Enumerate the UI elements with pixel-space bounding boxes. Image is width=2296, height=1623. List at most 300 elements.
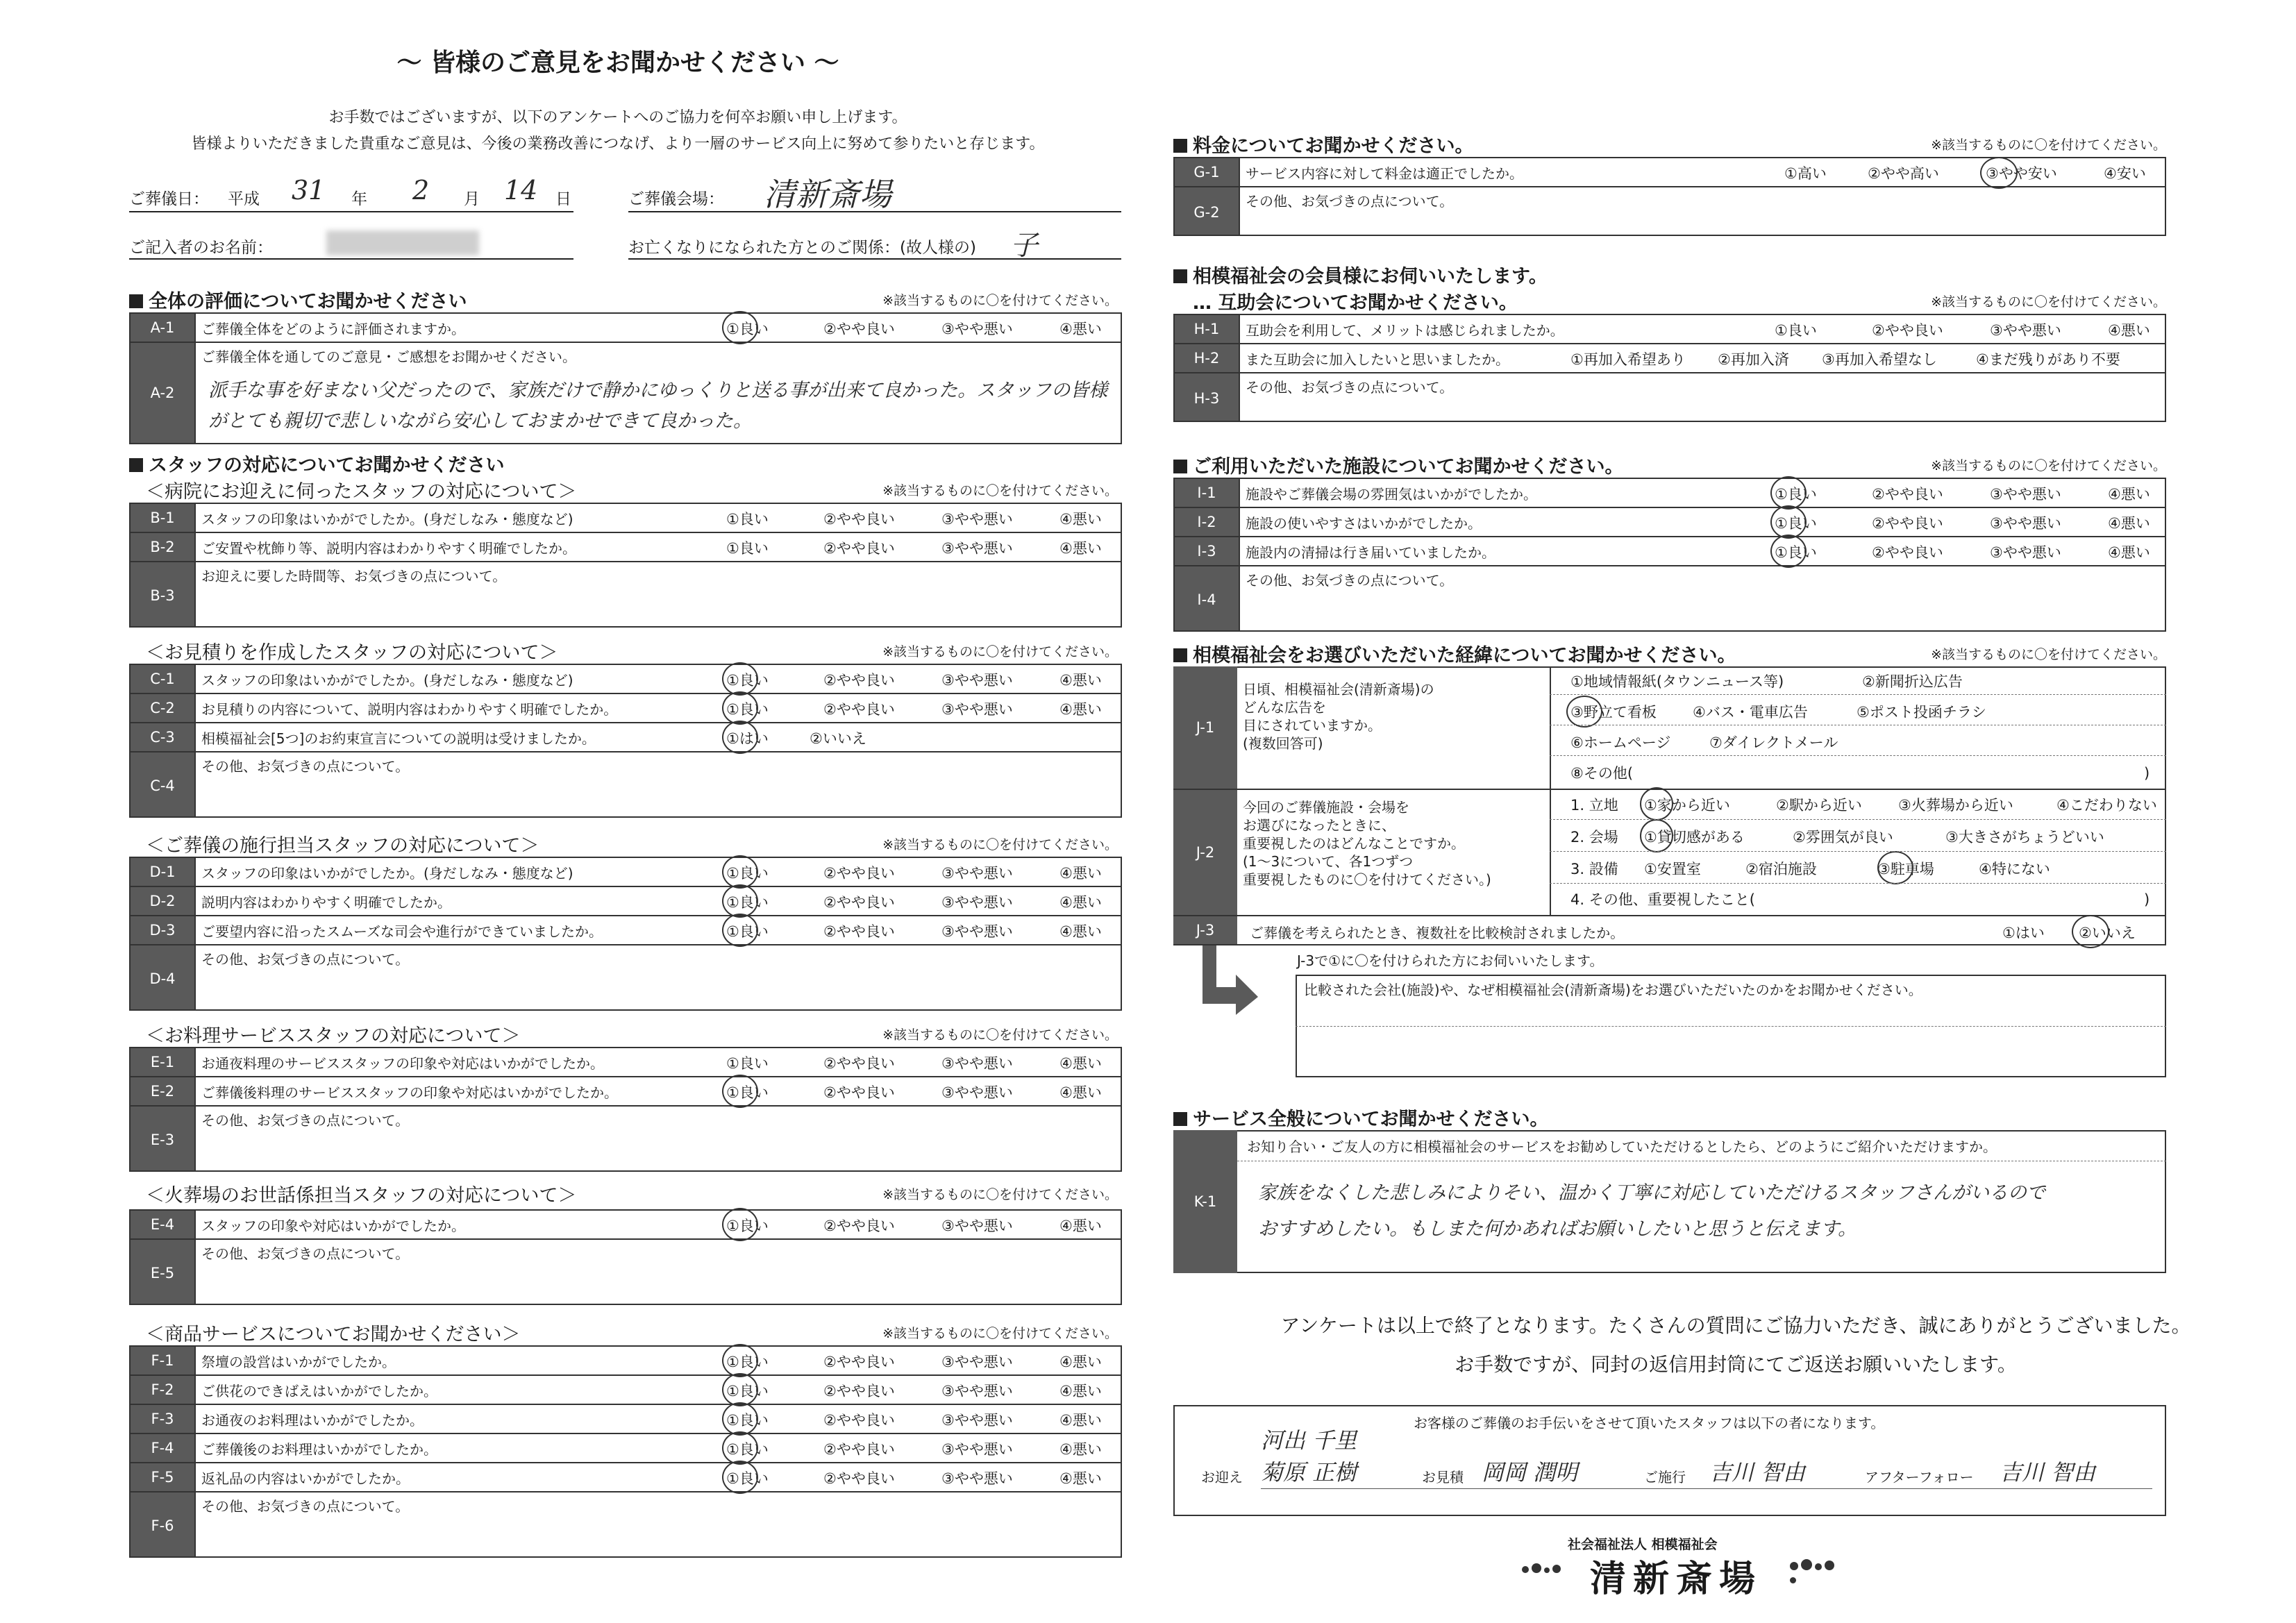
opt-d3-2[interactable]: ②やや良い [823, 923, 895, 940]
opt-f3-4[interactable]: ④悪い [1059, 1412, 1102, 1429]
opt-h2-4[interactable]: ④まだ残りがあり不要 [1976, 351, 2120, 368]
intro-line-2: 皆様よりいただきました貴重なご意見は、今後の業務改善につなげ、より一層のサービス向上に努めて参りたいと存じます。 [191, 135, 1045, 153]
opt-j1-4[interactable]: ④バス・電車広告 [1693, 704, 1808, 721]
j3-box-prompt: 比較された会社(施設)や、なぜ相模福祉会(清新斎場)をお選びいただいたのかをお聞かせください。 [1304, 982, 1922, 998]
options-f-4 [726, 1438, 1102, 1459]
opt-i2-1[interactable]: ①良い [1775, 515, 1817, 532]
options-e-1 [726, 1052, 1102, 1073]
opt-g1-3[interactable]: ③やや安い [1986, 165, 2057, 182]
opt-j2-row2-label: 2. 会場 [1570, 829, 1618, 846]
question-j-1-line-2: どんな広告を [1243, 699, 1326, 716]
opt-h1-4[interactable]: ④悪い [2108, 322, 2150, 339]
answer-a-2-line-1[interactable]: 派手な事を好まない父だったので、家族だけで静かにゆっくりと送る事が出来て良かった。スタッフの皆様 [208, 380, 1108, 401]
section-c-note: ※該当するものに〇を付けてください。 [882, 644, 1118, 659]
section-h-title: 相模福祉会の会員様にお伺いいたします。 [1173, 261, 1548, 288]
opt-j2-4[interactable]: 4. その他、重要視したこと( [1570, 891, 1755, 908]
mark-circle-f3 [722, 1402, 758, 1436]
opt-e2-3[interactable]: ③やや悪い [941, 1084, 1013, 1101]
opt-d3-4[interactable]: ④悪い [1059, 923, 1102, 940]
question-j-1 [1243, 680, 1434, 752]
opt-e4-3[interactable]: ③やや悪い [941, 1218, 1013, 1234]
code-e-1: E-1 [130, 1048, 195, 1077]
opt-h2-1[interactable]: ①再加入希望あり [1570, 351, 1686, 368]
opt-j2-1-2[interactable]: ②駅から近い [1776, 797, 1862, 814]
opt-d1-1[interactable]: ①良い [726, 865, 769, 882]
opt-h1-1[interactable]: ①良い [1775, 322, 1817, 339]
section-a-title: 全体の評価についてお聞かせください [129, 286, 467, 313]
opt-i1-3[interactable]: ③やや悪い [1990, 486, 2061, 503]
opt-j2-1-3[interactable]: ③火葬場から近い [1898, 797, 2013, 814]
mark-circle-j2-3 [1877, 851, 1913, 884]
answer-k-1-line-2[interactable]: おすすめしたい。もしまた何かあればお願いしたいと思うと伝えます。 [1258, 1218, 1857, 1240]
section-a-note: ※該当するものに〇を付けてください。 [882, 293, 1118, 308]
code-j-3: J-3 [1173, 916, 1237, 944]
opt-e1-1[interactable]: ①良い [726, 1055, 769, 1072]
options-h-2 [1570, 348, 2120, 369]
question-f-4: ご葬儀後のお料理はいかがでしたか。 [195, 1433, 1121, 1463]
mark-circle-d1 [722, 855, 758, 889]
options-c-2 [726, 698, 1102, 719]
staff-estimate-label: お見積 [1422, 1469, 1464, 1486]
opt-f5-3[interactable]: ③やや悪い [941, 1470, 1013, 1487]
section-f-subtitle: ＜商品サービスについてお聞かせください＞ [146, 1324, 521, 1345]
code-h-3: H-3 [1174, 373, 1239, 421]
mark-circle-j2-1 [1640, 787, 1673, 821]
question-f-2: ご供花のできばえはいかがでしたか。 [195, 1375, 1121, 1404]
j-row-line-j1-j2 [1173, 789, 2166, 790]
opt-j2-3-1[interactable]: ①安置室 [1644, 861, 1701, 877]
opt-j2-row1-label: 1. 立地 [1570, 797, 1618, 814]
opt-f1-4[interactable]: ④悪い [1059, 1354, 1102, 1370]
question-e-1: お通夜料理のサービススタッフの印象や対応はいかがでしたか。 [195, 1048, 1121, 1077]
options-f-5 [726, 1468, 1102, 1488]
mark-circle-d3 [722, 914, 758, 947]
code-d-4: D-4 [130, 945, 195, 1010]
options-d-3 [726, 920, 1102, 941]
question-i-1: 施設やご葬儀会場の雰囲気はいかがでしたか。 [1239, 478, 2165, 507]
opt-g1-2[interactable]: ②やや高い [1868, 165, 1939, 182]
opt-c1-4[interactable]: ④悪い [1059, 672, 1102, 689]
opt-f3-3[interactable]: ③やや悪い [941, 1412, 1013, 1429]
opt-f2-2[interactable]: ②やや良い [823, 1383, 895, 1399]
venue-label: ご葬儀会場： [628, 190, 724, 208]
mark-circle-j1 [1566, 696, 1602, 728]
mark-circle-i2 [1770, 505, 1807, 539]
opt-d3-3[interactable]: ③やや悪い [941, 923, 1013, 940]
j2-divider [1550, 789, 1551, 915]
section-e-note: ※該当するものに〇を付けてください。 [882, 1027, 1118, 1043]
options-h-1 [1775, 319, 2150, 340]
opt-b2-4[interactable]: ④悪い [1059, 540, 1102, 557]
mark-circle-c1 [722, 662, 758, 696]
opt-f5-1[interactable]: ①良い [726, 1470, 769, 1487]
name-redacted [326, 230, 479, 255]
relation-value[interactable]: 子 [1010, 230, 1038, 262]
code-i-3: I-3 [1174, 537, 1239, 566]
relation-underline [628, 258, 1121, 260]
code-e-4: E-4 [130, 1210, 195, 1239]
question-j-1-line-3: 目にされていますか。 [1243, 717, 1382, 734]
code-a-2: A-2 [130, 342, 195, 444]
j1-options-row-1 [1570, 671, 1963, 691]
opt-j2-3-3[interactable]: ③駐車場 [1877, 861, 1934, 877]
opt-c2-3[interactable]: ③やや悪い [941, 701, 1013, 718]
opt-j3-1[interactable]: ①はい [2002, 925, 2045, 941]
opt-a1-2[interactable]: ②やや良い [823, 321, 895, 337]
question-a-1: ご葬儀全体をどのように評価されますか。 [195, 313, 1121, 342]
opt-h2-2[interactable]: ②再加入済 [1718, 351, 1789, 368]
mark-circle-a1 [722, 311, 758, 344]
code-f-3: F-3 [130, 1404, 195, 1433]
code-c-2: C-2 [130, 693, 195, 723]
opt-d3-1[interactable]: ①良い [726, 923, 769, 940]
mark-circle-g1 [1980, 157, 2018, 189]
mark-circle-j3 [2072, 915, 2109, 948]
section-f-note: ※該当するものに〇を付けてください。 [882, 1326, 1118, 1341]
opt-j2-2-3[interactable]: ③大きさがちょうどいい [1945, 829, 2104, 846]
code-g-1: G-1 [1174, 158, 1239, 187]
page-title: ～ 皆様のご意見をお聞かせください ～ [396, 49, 839, 77]
mark-circle-c2 [722, 691, 758, 725]
code-b-3: B-3 [130, 562, 195, 627]
logo-name: 清新斎場 [1590, 1558, 1763, 1600]
mark-circle-d2 [722, 884, 758, 918]
question-e-3: その他、お気づきの点について。 [195, 1106, 1121, 1171]
date-label: ご葬儀日： [129, 190, 209, 208]
opt-b1-3[interactable]: ③やや悪い [941, 511, 1013, 528]
intro-line-1: お手数ではございますが、以下のアンケートへのご協力を何卒お願い申し上げます。 [328, 109, 907, 126]
question-d-2: 説明内容はわかりやすく明確でしたか。 [195, 886, 1121, 916]
opt-b1-1[interactable]: ①良い [726, 511, 769, 528]
opt-c1-1[interactable]: ①良い [726, 672, 769, 689]
mark-circle-i3 [1770, 535, 1807, 568]
section-e-subtitle: ＜お料理サービススタッフの対応について＞ [146, 1025, 521, 1047]
staff-heading: お客様のご葬儀のお手伝いをさせて頂いたスタッフは以下の者になります。 [1414, 1415, 1885, 1431]
mark-circle-c3 [722, 721, 758, 754]
opt-f1-3[interactable]: ③やや悪い [941, 1354, 1013, 1370]
opt-e4-2[interactable]: ②やや良い [823, 1218, 895, 1234]
opt-f4-1[interactable]: ①良い [726, 1441, 769, 1458]
question-j-2-line-5: 重要視したものに〇を付けてください。) [1243, 871, 1491, 888]
opt-c3-2[interactable]: ②いいえ [810, 730, 866, 747]
opt-h1-2[interactable]: ②やや良い [1872, 322, 1943, 339]
options-d-1 [726, 862, 1102, 883]
question-e-4: スタッフの印象や対応はいかがでしたか。 [195, 1210, 1121, 1239]
opt-j1-2[interactable]: ②新聞折込広告 [1862, 673, 1963, 690]
opt-j1-6[interactable]: ⑥ホームページ [1570, 734, 1671, 751]
opt-b1-4[interactable]: ④悪い [1059, 511, 1102, 528]
j1-options-row-2 [1570, 701, 1986, 722]
opt-d2-2[interactable]: ②やや良い [823, 894, 895, 911]
section-i-title: ご利用いただいた施設についてお聞かせください。 [1173, 451, 1623, 478]
opt-j2-2-2[interactable]: ②雰囲気が良い [1793, 829, 1893, 846]
opt-d1-2[interactable]: ②やや良い [823, 865, 895, 882]
opt-g1-4[interactable]: ④安い [2104, 165, 2146, 182]
question-b-2: ご安置や枕飾り等、説明内容はわかりやすく明確でしたか。 [195, 532, 1121, 562]
logo-dots-right-icon [1788, 1558, 1844, 1588]
question-h-3: その他、お気づきの点について。 [1239, 373, 2165, 421]
question-d-1: スタッフの印象はいかがでしたか。(身だしなみ・態度など) [195, 857, 1121, 886]
question-e-5: その他、お気づきの点について。 [195, 1239, 1121, 1304]
answer-k-1-line-1[interactable]: 家族をなくした悲しみによりそい、温かく丁寧に対応していただけるスタッフさんがいるので [1258, 1182, 2045, 1204]
options-b-1 [726, 508, 1102, 529]
mark-circle-f4 [722, 1431, 758, 1465]
opt-b2-3[interactable]: ③やや悪い [941, 540, 1013, 557]
code-d-3: D-3 [130, 916, 195, 945]
mark-circle-f2 [722, 1373, 758, 1406]
question-i-3: 施設内の清掃は行き届いていましたか。 [1239, 537, 2165, 566]
era-label: 平成 [228, 190, 260, 208]
options-j-3 [2002, 922, 2136, 943]
opt-e4-4[interactable]: ④悪い [1059, 1218, 1102, 1234]
section-b-subtitle: ＜病院にお迎えに伺ったスタッフの対応について＞ [146, 481, 577, 503]
question-f-6: その他、お気づきの点について。 [195, 1492, 1121, 1557]
question-b-1: スタッフの印象はいかがでしたか。(身だしなみ・態度など) [195, 503, 1121, 532]
code-f-1: F-1 [130, 1346, 195, 1375]
question-j-2-line-1: 今回のご葬儀施設・会場を [1243, 799, 1409, 816]
section-e2-subtitle: ＜火葬場のお世話係担当スタッフの対応について＞ [146, 1185, 577, 1206]
opt-j2-3-4[interactable]: ④特にない [1979, 861, 2050, 877]
opt-i3-1[interactable]: ①良い [1775, 544, 1817, 561]
opt-i2-4[interactable]: ④悪い [2108, 515, 2150, 532]
opt-f2-1[interactable]: ①良い [726, 1383, 769, 1399]
date-day[interactable]: 14 [504, 175, 538, 205]
options-e-4 [726, 1215, 1102, 1236]
section-c-subtitle: ＜お見積りを作成したスタッフの対応について＞ [146, 642, 558, 664]
opt-j2-2-1[interactable]: ①貸切感がある [1644, 829, 1745, 846]
opt-e2-4[interactable]: ④悪い [1059, 1084, 1102, 1101]
opt-e4-1[interactable]: ①良い [726, 1218, 769, 1234]
staff-underline [1261, 1488, 2152, 1489]
opt-f5-2[interactable]: ②やや良い [823, 1470, 895, 1487]
opt-f1-2[interactable]: ②やや良い [823, 1354, 895, 1370]
mark-circle-j2-2 [1640, 819, 1673, 852]
opt-h1-3[interactable]: ③やや悪い [1990, 322, 2061, 339]
opt-f4-2[interactable]: ②やや良い [823, 1441, 895, 1458]
opt-j2-4-close: ) [2144, 891, 2150, 908]
code-e-3: E-3 [130, 1106, 195, 1171]
relation-label: お亡くなりになられた方とのご関係：(故人様の) [628, 239, 976, 257]
section-h-note: ※該当するものに〇を付けてください。 [1931, 294, 2166, 310]
opt-i1-4[interactable]: ④悪い [2108, 486, 2150, 503]
staff-estimate-name: 岡岡 潤明 [1482, 1459, 1578, 1486]
date-year[interactable]: 31 [292, 175, 326, 205]
question-h-2: また互助会に加入したいと思いましたか。 [1239, 344, 2165, 373]
question-j-1-line-1: 日頃、相模福祉会(清新斎場)の [1243, 681, 1434, 698]
question-c-3: 相模福祉会[5つ]のお約束宣言についての説明は受けましたか。 [195, 723, 1121, 752]
options-b-2 [726, 537, 1102, 558]
opt-c1-3[interactable]: ③やや悪い [941, 672, 1013, 689]
question-c-1: スタッフの印象はいかがでしたか。(身だしなみ・態度など) [195, 664, 1121, 693]
section-g-title: 料金についてお聞かせください。 [1173, 131, 1473, 158]
question-g-1: サービス内容に対して料金は適正でしたか。 [1239, 158, 2165, 187]
question-f-3: お通夜のお料理はいかがでしたか。 [195, 1404, 1121, 1433]
opt-c2-1[interactable]: ①良い [726, 701, 769, 718]
j2-row-line-1 [1550, 819, 2166, 820]
j1-divider [1550, 666, 1551, 789]
code-d-2: D-2 [130, 886, 195, 916]
mark-circle-i1 [1770, 476, 1807, 510]
opt-f4-3[interactable]: ③やや悪い [941, 1441, 1013, 1458]
j1-options-row-4 [1570, 762, 2150, 783]
question-e-2: ご葬儀後料理のサービススタッフの印象や対応はいかがでしたか。 [195, 1077, 1121, 1106]
question-j-2-line-4: (1～3について、各1つずつ [1243, 853, 1414, 870]
code-e-5: E-5 [130, 1239, 195, 1304]
question-c-2: お見積りの内容について、説明内容はわかりやすく明確でしたか。 [195, 693, 1121, 723]
opt-j1-8-close: ) [2144, 765, 2150, 782]
question-j-2-line-3: 重要視したのはどんなことですか。 [1243, 835, 1465, 852]
section-k-title: サービス全般についてお聞かせください。 [1173, 1104, 1548, 1131]
code-j-1: J-1 [1173, 666, 1237, 789]
opt-j1-5[interactable]: ⑤ポスト投函チラシ [1857, 704, 1986, 721]
staff-pickup-name-1: 河出 千里 [1261, 1427, 1357, 1454]
opt-f2-3[interactable]: ③やや悪い [941, 1383, 1013, 1399]
code-f-4: F-4 [130, 1433, 195, 1463]
section-g-note: ※該当するものに〇を付けてください。 [1931, 137, 2166, 153]
question-c-4: その他、お気づきの点について。 [195, 752, 1121, 817]
name-label: ご記入者のお名前： [129, 239, 273, 257]
question-j-1-line-4: (複数回答可) [1243, 735, 1323, 752]
name-underline [129, 258, 573, 260]
options-f-2 [726, 1380, 1102, 1401]
logo-dots-left-icon [1520, 1562, 1576, 1577]
opt-f3-2[interactable]: ②やや良い [823, 1412, 895, 1429]
code-i-1: I-1 [1174, 478, 1239, 507]
options-f-3 [726, 1409, 1102, 1430]
j1-options-row-3 [1570, 732, 1838, 752]
staff-pickup-name-2: 菊原 正樹 [1261, 1459, 1357, 1486]
code-f-6: F-6 [130, 1492, 195, 1557]
date-month[interactable]: 2 [412, 175, 430, 205]
opt-b2-1[interactable]: ①良い [726, 540, 769, 557]
opt-e2-1[interactable]: ①良い [726, 1084, 769, 1101]
opt-i2-2[interactable]: ②やや良い [1872, 515, 1943, 532]
staff-conduct-name: 吉川 智由 [1709, 1459, 1806, 1486]
follow-up-arrow-icon [1198, 945, 1261, 1015]
opt-j2-1-1[interactable]: ①家から近い [1644, 797, 1730, 814]
date-underline [129, 211, 573, 212]
opt-c3-1[interactable]: ①はい [726, 730, 769, 747]
opt-e1-2[interactable]: ②やや良い [823, 1055, 895, 1072]
question-f-1: 祭壇の設営はいかがでしたか。 [195, 1346, 1121, 1375]
opt-h2-3[interactable]: ③再加入希望なし [1822, 351, 1937, 368]
options-i-2 [1775, 512, 2150, 533]
staff-after-label: アフターフォロー [1865, 1469, 1974, 1486]
code-a-1: A-1 [130, 313, 195, 342]
options-i-1 [1775, 483, 2150, 504]
code-c-1: C-1 [130, 664, 195, 693]
code-g-2: G-2 [1174, 187, 1239, 235]
j3-box-line [1296, 1026, 2166, 1027]
opt-i3-4[interactable]: ④悪い [2108, 544, 2150, 561]
section-d-subtitle: ＜ご葬儀の施行担当スタッフの対応について＞ [146, 835, 539, 857]
year-unit: 年 [351, 190, 367, 208]
opt-j3-2[interactable]: ②いいえ [2079, 925, 2136, 941]
question-g-2: その他、お気づきの点について。 [1239, 187, 2165, 235]
section-d-note: ※該当するものに〇を付けてください。 [882, 837, 1118, 852]
j1-row-line-3 [1550, 755, 2166, 756]
question-j-2-line-2: お選びになったときに、 [1243, 817, 1396, 834]
code-f-5: F-5 [130, 1463, 195, 1492]
opt-d2-4[interactable]: ④悪い [1059, 894, 1102, 911]
opt-j2-1-4[interactable]: ④こだわりない [2056, 797, 2157, 814]
opt-f3-1[interactable]: ①良い [726, 1412, 769, 1429]
options-f-1 [726, 1351, 1102, 1372]
venue-value[interactable]: 清新斎場 [764, 176, 891, 213]
opt-f1-1[interactable]: ①良い [726, 1354, 769, 1370]
opt-a1-4[interactable]: ④悪い [1059, 321, 1102, 337]
opt-i2-3[interactable]: ③やや悪い [1990, 515, 2061, 532]
opt-c2-4[interactable]: ④悪い [1059, 701, 1102, 718]
opt-i1-1[interactable]: ①良い [1775, 486, 1817, 503]
opt-d2-1[interactable]: ①良い [726, 894, 769, 911]
code-f-2: F-2 [130, 1375, 195, 1404]
opt-i3-2[interactable]: ②やや良い [1872, 544, 1943, 561]
opt-a1-3[interactable]: ③やや悪い [941, 321, 1013, 337]
opt-d1-4[interactable]: ④悪い [1059, 865, 1102, 882]
j2-options-row-3 [1570, 858, 2050, 879]
question-k-1: お知り合い・ご友人の方に相模福祉会のサービスをお勧めしていただけるとしたら、どのようにご紹介いただけますか。 [1247, 1138, 1997, 1155]
opt-b1-2[interactable]: ②やや良い [823, 511, 895, 528]
mark-circle-f1 [722, 1344, 758, 1377]
opt-f2-4[interactable]: ④悪い [1059, 1383, 1102, 1399]
mark-circle-f5 [722, 1461, 758, 1494]
section-i-note: ※該当するものに〇を付けてください。 [1931, 458, 2166, 473]
opt-j2-row3-label: 3. 設備 [1570, 861, 1618, 877]
answer-a-2-line-2[interactable]: がとても親切で悲しいながら安心しておまかせできて良かった。 [208, 410, 752, 432]
opt-g1-1[interactable]: ①高い [1784, 165, 1827, 182]
question-d-4: その他、お気づきの点について。 [195, 945, 1121, 1010]
opt-i3-3[interactable]: ③やや悪い [1990, 544, 2061, 561]
opt-a1-1[interactable]: ①良い [726, 321, 769, 337]
j2-row-line-2 [1550, 851, 2166, 852]
code-b-2: B-2 [130, 532, 195, 562]
opt-b2-2[interactable]: ②やや良い [823, 540, 895, 557]
j-row-line-j2-j3 [1173, 915, 2166, 916]
opt-j1-3[interactable]: ③野立て看板 [1570, 704, 1657, 721]
question-b-3: お迎えに要した時間等、お気づきの点について。 [195, 562, 1121, 627]
code-c-3: C-3 [130, 723, 195, 752]
code-i-4: I-4 [1174, 566, 1239, 631]
code-h-1: H-1 [1174, 314, 1239, 344]
opt-j2-3-2[interactable]: ②宿泊施設 [1745, 861, 1817, 877]
code-k-1: K-1 [1173, 1130, 1237, 1273]
logo-subtitle: 社会福祉法人 相模福祉会 [1568, 1537, 1718, 1552]
staff-conduct-label: ご施行 [1644, 1469, 1686, 1486]
mark-circle-e4 [722, 1208, 758, 1241]
opt-e2-2[interactable]: ②やや良い [823, 1084, 895, 1101]
opt-i1-2[interactable]: ②やや良い [1872, 486, 1943, 503]
question-d-3: ご要望内容に沿ったスムーズな司会や進行ができていましたか。 [195, 916, 1121, 945]
day-unit: 日 [555, 190, 571, 208]
opt-j1-1[interactable]: ①地域情報紙(タウンニュース等) [1570, 673, 1784, 690]
opt-j1-8[interactable]: ⑧その他( [1570, 765, 1634, 782]
opt-j1-7[interactable]: ⑦ダイレクトメール [1709, 734, 1838, 751]
code-e-2: E-2 [130, 1077, 195, 1106]
opt-f4-4[interactable]: ④悪い [1059, 1441, 1102, 1458]
j3-follow-text: J-3で①に〇を付けられた方にお伺いいたします。 [1297, 952, 1604, 969]
opt-d2-3[interactable]: ③やや悪い [941, 894, 1013, 911]
opt-f5-4[interactable]: ④悪い [1059, 1470, 1102, 1487]
staff-pickup-label: お迎え [1201, 1469, 1243, 1486]
opt-e1-3[interactable]: ③やや悪い [941, 1055, 1013, 1072]
opt-c1-2[interactable]: ②やや良い [823, 672, 895, 689]
opt-c2-2[interactable]: ②やや良い [823, 701, 895, 718]
question-j-2 [1243, 798, 1491, 889]
opt-e1-4[interactable]: ④悪い [1059, 1055, 1102, 1072]
opt-d1-3[interactable]: ③やや悪い [941, 865, 1013, 882]
staff-after-name: 吉川 智由 [2000, 1459, 2096, 1486]
